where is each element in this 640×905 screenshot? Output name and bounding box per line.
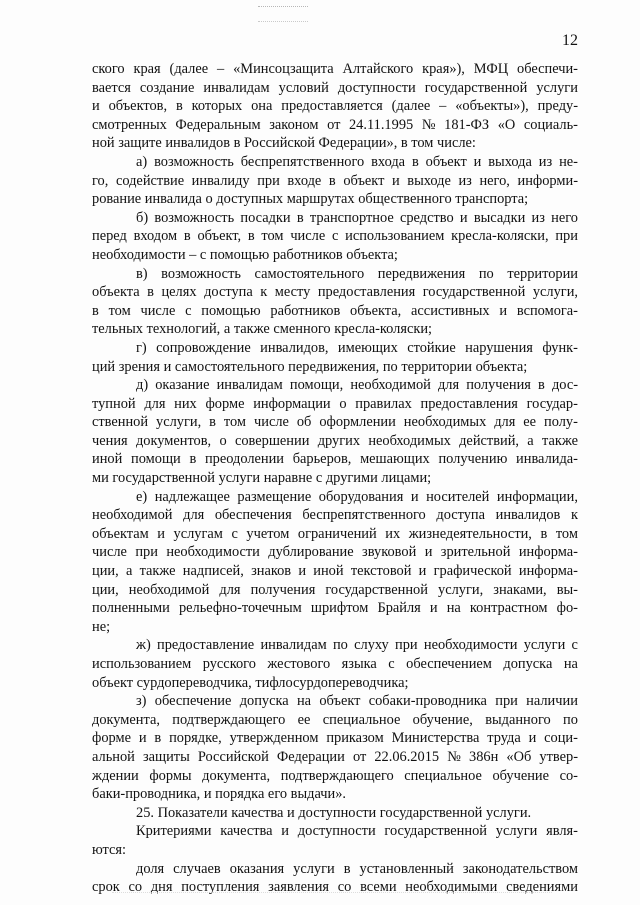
- text-line: необходимости – с помощью работников объекта;: [92, 246, 398, 263]
- text-line: ского края (далее – «Минсоцзащита Алтайского края»), МФЦ обеспечи-: [92, 61, 578, 77]
- text-line: объект сурдопереводчика, тифлосурдопереводчика;: [92, 674, 409, 691]
- text-line: ж) предоставление инвалидам по слуху при необходимости услуги с: [136, 637, 578, 654]
- text-line: ются:: [92, 841, 127, 858]
- text-line: смотренных Федеральным законом от 24.11.1995 № 181-ФЗ «О социаль-: [92, 116, 578, 133]
- text-line: ми государственной услуги наравне с другими лицами;: [92, 470, 432, 487]
- text-line: ственной услуги, в том числе об оформлении необходимых для ее полу-: [92, 414, 578, 431]
- text-line: в том числе с помощью работников объекта, ассистивных и вспомога-: [92, 302, 578, 319]
- text-line: необходимой для обеспечения беспрепятственного доступа инвалидов к: [92, 507, 578, 524]
- text-line: б) возможность посадки в транспортное средство и высадки из него: [136, 209, 578, 226]
- text-line: тельных технологий, а также сменного кресла-коляски;: [92, 321, 433, 338]
- text-line: и объектов, в которых она предоставляется (далее – «объекты»), преду-: [92, 98, 578, 115]
- text-line: вается создание инвалидам условий доступности государственной услуги: [92, 79, 578, 96]
- text-line: в) возможность самостоятельного передвижения по территории: [136, 265, 578, 282]
- text-line: го, содействие инвалиду при входе в объект и выходе из него, информи-: [92, 172, 578, 189]
- text-line: объекта в целях доступа к месту предоставления государственной услуги,: [92, 284, 578, 301]
- text-line: а) возможность беспрепятственного входа в объект и выхода из не-: [136, 153, 578, 170]
- text-line: тупной для них форме информации о правилах предоставления государ-: [92, 395, 578, 412]
- text-line: г) сопровождение инвалидов, имеющих стойкие нарушения функ-: [136, 339, 578, 356]
- text-line: рование инвалида о доступных маршрутах общественного транспорта;: [92, 191, 529, 208]
- text-line: ции, а также надписей, знаков и иной текстовой и графической информа-: [92, 563, 578, 580]
- text-line: использованием русского жестового языка с обеспечением допуска на: [92, 656, 578, 672]
- text-line: полненными рельефно-точечным шрифтом Брайля и на контрастном фо-: [92, 600, 578, 617]
- page-number: 12: [562, 32, 578, 49]
- text-line: форме и в порядке, утвержденном приказом Министерства труда и соци-: [92, 730, 578, 747]
- text-line: чения документов, о совершении других необходимых действий, а также: [92, 432, 578, 449]
- text-line: документа, подтверждающего ее специальное обучение, выданного по: [92, 711, 578, 728]
- text-line: срок со дня поступления заявления со всеми необходимыми сведениями: [92, 879, 578, 896]
- text-line: объектам и услугам с учетом ограничений их жизнедеятельности, в том: [92, 525, 578, 542]
- text-line: перед входом в объект, в том числе с использованием кресла-коляски, при: [92, 228, 578, 245]
- text-line: д) оказание инвалидам помощи, необходимой для получения в дос-: [136, 377, 578, 394]
- document-body: [92, 60, 578, 897]
- scan-stamp-mark: [258, 6, 308, 22]
- text-line: з) обеспечение допуска на объект собаки-проводника при наличии: [136, 693, 578, 710]
- text-line: иной помощи в преодолении барьеров, мешающих получению инвалида-: [92, 451, 578, 468]
- text-line: е) надлежащее размещение оборудования и носителей информации,: [136, 488, 578, 505]
- text-line: доля случаев оказания услуги в установленный законодательством: [136, 860, 578, 877]
- text-line: ции, необходимой для получения государственной услуги, знаками, вы-: [92, 581, 578, 598]
- text-line: 25. Показатели качества и доступности государственной услуги.: [136, 804, 532, 821]
- text-line: Критериями качества и доступности государственной услуги явля-: [136, 823, 578, 840]
- text-line: альной защиты Российской Федерации от 22.06.2015 № 386н «Об утвер-: [92, 748, 578, 765]
- text-line: не;: [92, 618, 111, 635]
- scan-noise: [112, 892, 552, 894]
- text-line: баки-проводника, и порядка его выдачи».: [92, 786, 346, 803]
- text-line: ной защите инвалидов в Российской Федерации», в том числе:: [92, 135, 476, 152]
- text-line: числе при необходимости дублирование звуковой и зрительной информа-: [92, 544, 578, 561]
- text-line: ждении формы документа, подтверждающего специальное обучение со-: [92, 767, 578, 784]
- text-line: ций зрения и самостоятельного передвижения, по территории объекта;: [92, 358, 528, 375]
